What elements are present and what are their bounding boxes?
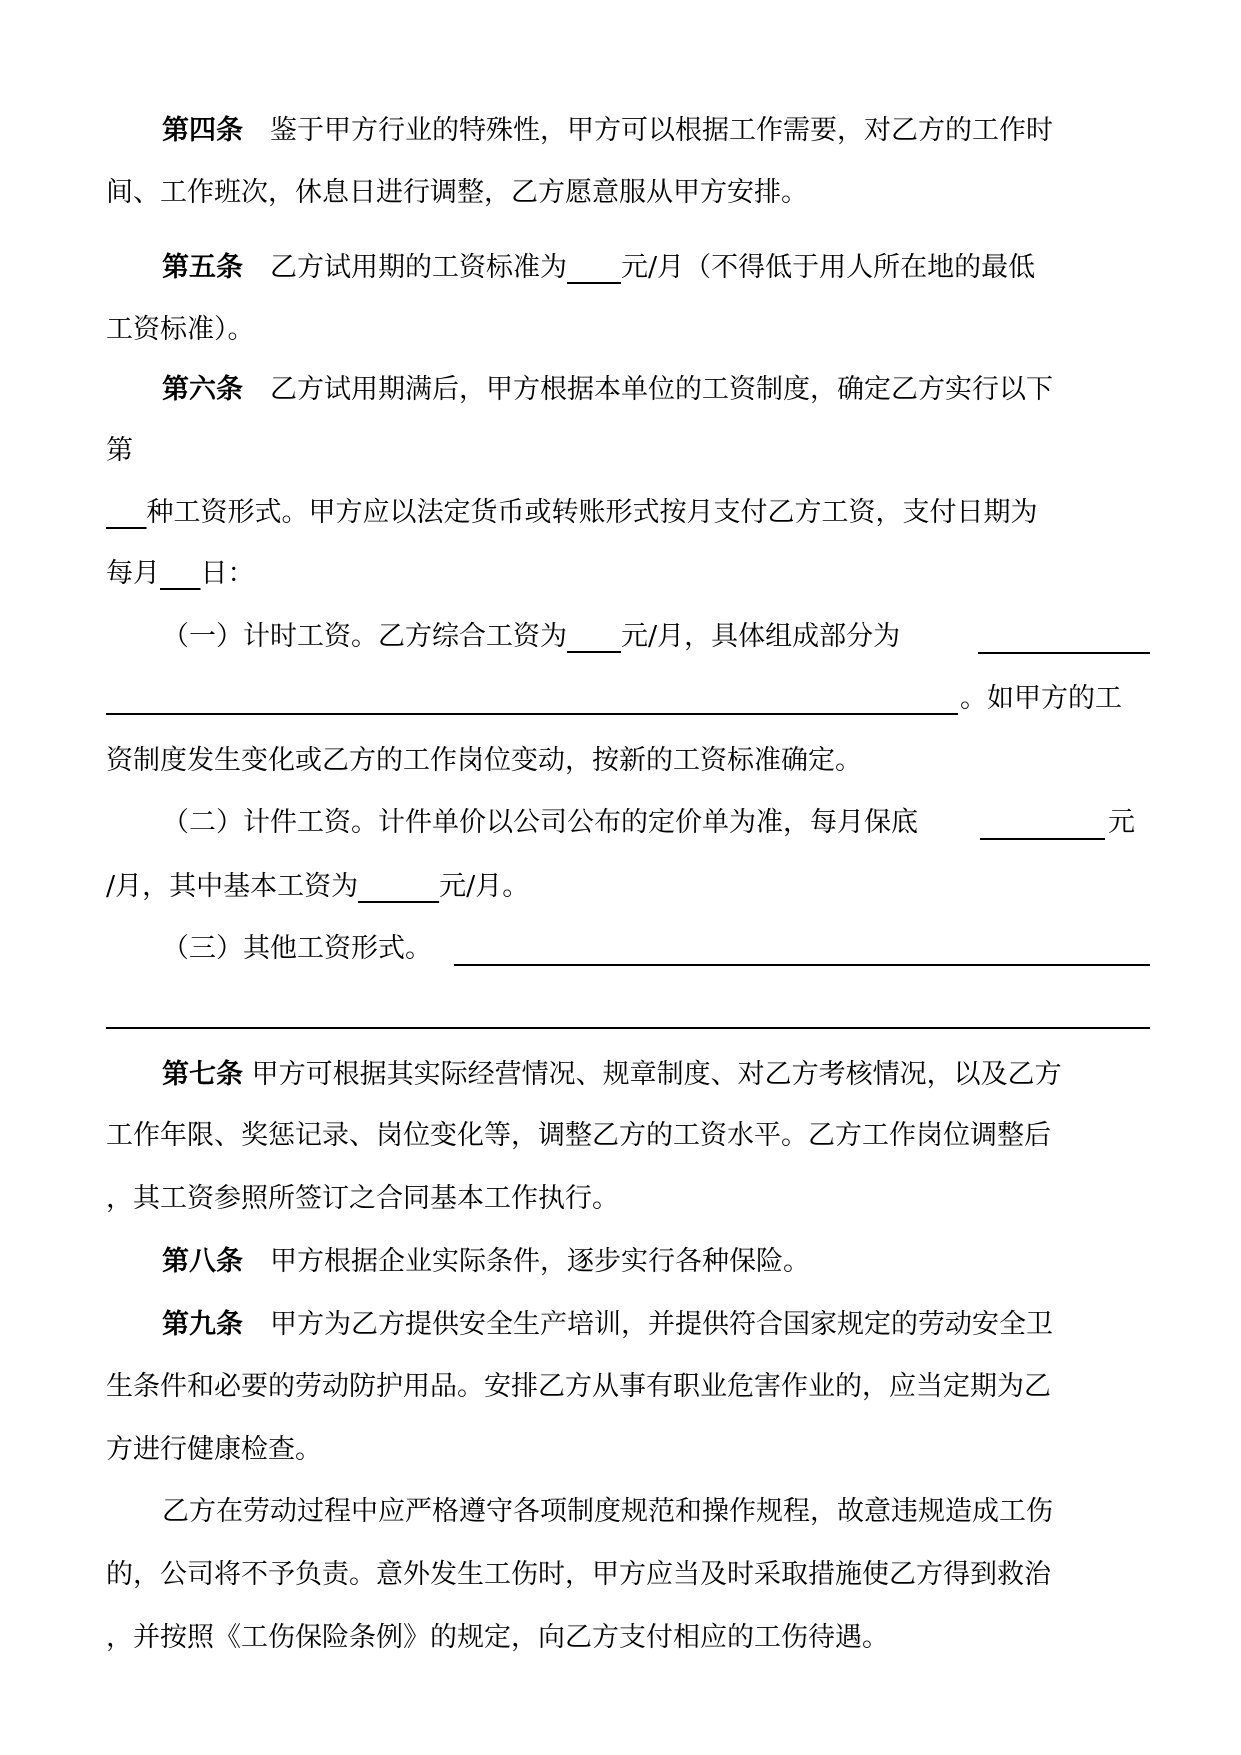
art4-line1 bbox=[162, 114, 1053, 148]
item1-text1: （一）计时工资。乙方综合工资为 bbox=[162, 621, 567, 652]
art9-text2: 生条件和必要的劳动防护用品。安排乙方从事有职业危害作业的，应当定期为乙 bbox=[106, 1371, 1051, 1402]
item1-blank-components-1 bbox=[978, 652, 1150, 654]
art4-label: 第四条 bbox=[162, 115, 243, 146]
item2-line2 bbox=[106, 870, 529, 904]
item2-text3: /月，其中基本工资为 bbox=[106, 871, 359, 902]
art8-text1: 甲方根据企业实际条件，逐步实行各种保险。 bbox=[270, 1246, 810, 1277]
art6-line2 bbox=[106, 434, 133, 468]
item1-text2: 元/月，具体组成部分为 bbox=[621, 621, 901, 652]
art6-text2: 第 bbox=[106, 435, 133, 466]
art6-text4b: 日： bbox=[200, 558, 255, 589]
item2-line1 bbox=[162, 806, 918, 840]
art6-blank-day bbox=[160, 558, 201, 589]
para10-text3: ，并按照《工伤保险条例》的规定，向乙方支付相应的工伤待遇。 bbox=[106, 1622, 889, 1653]
item1-line2 bbox=[960, 682, 1122, 716]
art5-label: 第五条 bbox=[162, 252, 243, 283]
item1-line3 bbox=[106, 744, 862, 778]
art6-text4a: 每月 bbox=[106, 558, 160, 589]
art6-line4 bbox=[106, 557, 255, 591]
item2-text1: （二）计件工资。计件单价以公司公布的定价单为准，每月保底 bbox=[162, 807, 918, 838]
art6-text1: 乙方试用期满后，甲方根据本单位的工资制度，确定乙方实行以下 bbox=[270, 374, 1053, 405]
item2-text4: 元/月。 bbox=[439, 871, 530, 902]
para10-text1: 乙方在劳动过程中应严格遵守各项制度规范和操作规程，故意违规造成工伤 bbox=[162, 1496, 1053, 1527]
art8-line1 bbox=[162, 1245, 810, 1279]
item1-text3: 。如甲方的工 bbox=[960, 683, 1122, 714]
art7-text3: ，其工资参照所签订之合同基本工作执行。 bbox=[106, 1183, 619, 1214]
para10-line2 bbox=[106, 1558, 1051, 1592]
art5-line2 bbox=[106, 313, 255, 347]
item3-text1: （三）其他工资形式。 bbox=[162, 933, 432, 964]
art5-line1 bbox=[162, 251, 1035, 285]
art7-text1: 甲方可根据其实际经营情况、规章制度、对乙方考核情况，以及乙方 bbox=[251, 1059, 1062, 1090]
item3-line1 bbox=[162, 932, 432, 966]
art6-line1 bbox=[162, 373, 1053, 407]
art7-label: 第七条 bbox=[162, 1059, 243, 1090]
art7-line2 bbox=[106, 1119, 1051, 1153]
art9-label: 第九条 bbox=[162, 1309, 243, 1340]
art5-text3: 工资标准）。 bbox=[106, 314, 255, 345]
art9-text3: 方进行健康检查。 bbox=[106, 1434, 322, 1465]
art9-text1: 甲方为乙方提供安全生产培训，并提供符合国家规定的劳动安全卫 bbox=[270, 1309, 1053, 1340]
art6-line3 bbox=[106, 496, 1038, 530]
art5-text1: 乙方试用期的工资标准为 bbox=[270, 252, 567, 283]
item1-text4: 资制度发生变化或乙方的工作岗位变动，按新的工资标准确定。 bbox=[106, 745, 862, 776]
art9-line1 bbox=[162, 1308, 1053, 1342]
item2-blank-minimum bbox=[980, 838, 1105, 840]
art8-label: 第八条 bbox=[162, 1246, 243, 1277]
art7-text2: 工作年限、奖惩记录、岗位变化等，调整乙方的工资水平。乙方工作岗位调整后 bbox=[106, 1120, 1051, 1151]
art6-text3: 种工资形式。甲方应以法定货币或转账形式按月支付乙方工资，支付日期为 bbox=[146, 497, 1038, 528]
item1-blank-components-2 bbox=[106, 713, 958, 715]
art7-line1 bbox=[162, 1058, 1062, 1092]
art5-blank bbox=[567, 252, 621, 283]
item1-line1 bbox=[162, 620, 900, 654]
art4-text2: 间、工作班次，休息日进行调整，乙方愿意服从甲方安排。 bbox=[106, 177, 808, 208]
para10-line1 bbox=[162, 1495, 1053, 1529]
art4-line2 bbox=[106, 176, 808, 210]
para10-line3 bbox=[106, 1621, 889, 1655]
art9-line3 bbox=[106, 1433, 322, 1467]
para10-text2: 的，公司将不予负责。意外发生工伤时，甲方应当及时采取措施使乙方得到救治 bbox=[106, 1559, 1051, 1590]
item3-blank-2 bbox=[106, 1027, 1150, 1029]
item1-blank-amount bbox=[567, 621, 621, 652]
art6-label: 第六条 bbox=[162, 374, 243, 405]
item2-text2: 元 bbox=[1108, 807, 1135, 838]
art7-line3 bbox=[106, 1182, 619, 1216]
art9-line2 bbox=[106, 1370, 1051, 1404]
art6-blank-type bbox=[106, 497, 147, 528]
art4-text1: 鉴于甲方行业的特殊性，甲方可以根据工作需要，对乙方的工作时 bbox=[270, 115, 1053, 146]
item2-blank-base bbox=[358, 871, 439, 902]
item3-blank-1 bbox=[454, 964, 1150, 966]
item2-line1b bbox=[1108, 806, 1135, 840]
art5-text2: 元/月（不得低于用人所在地的最低 bbox=[621, 252, 1036, 283]
